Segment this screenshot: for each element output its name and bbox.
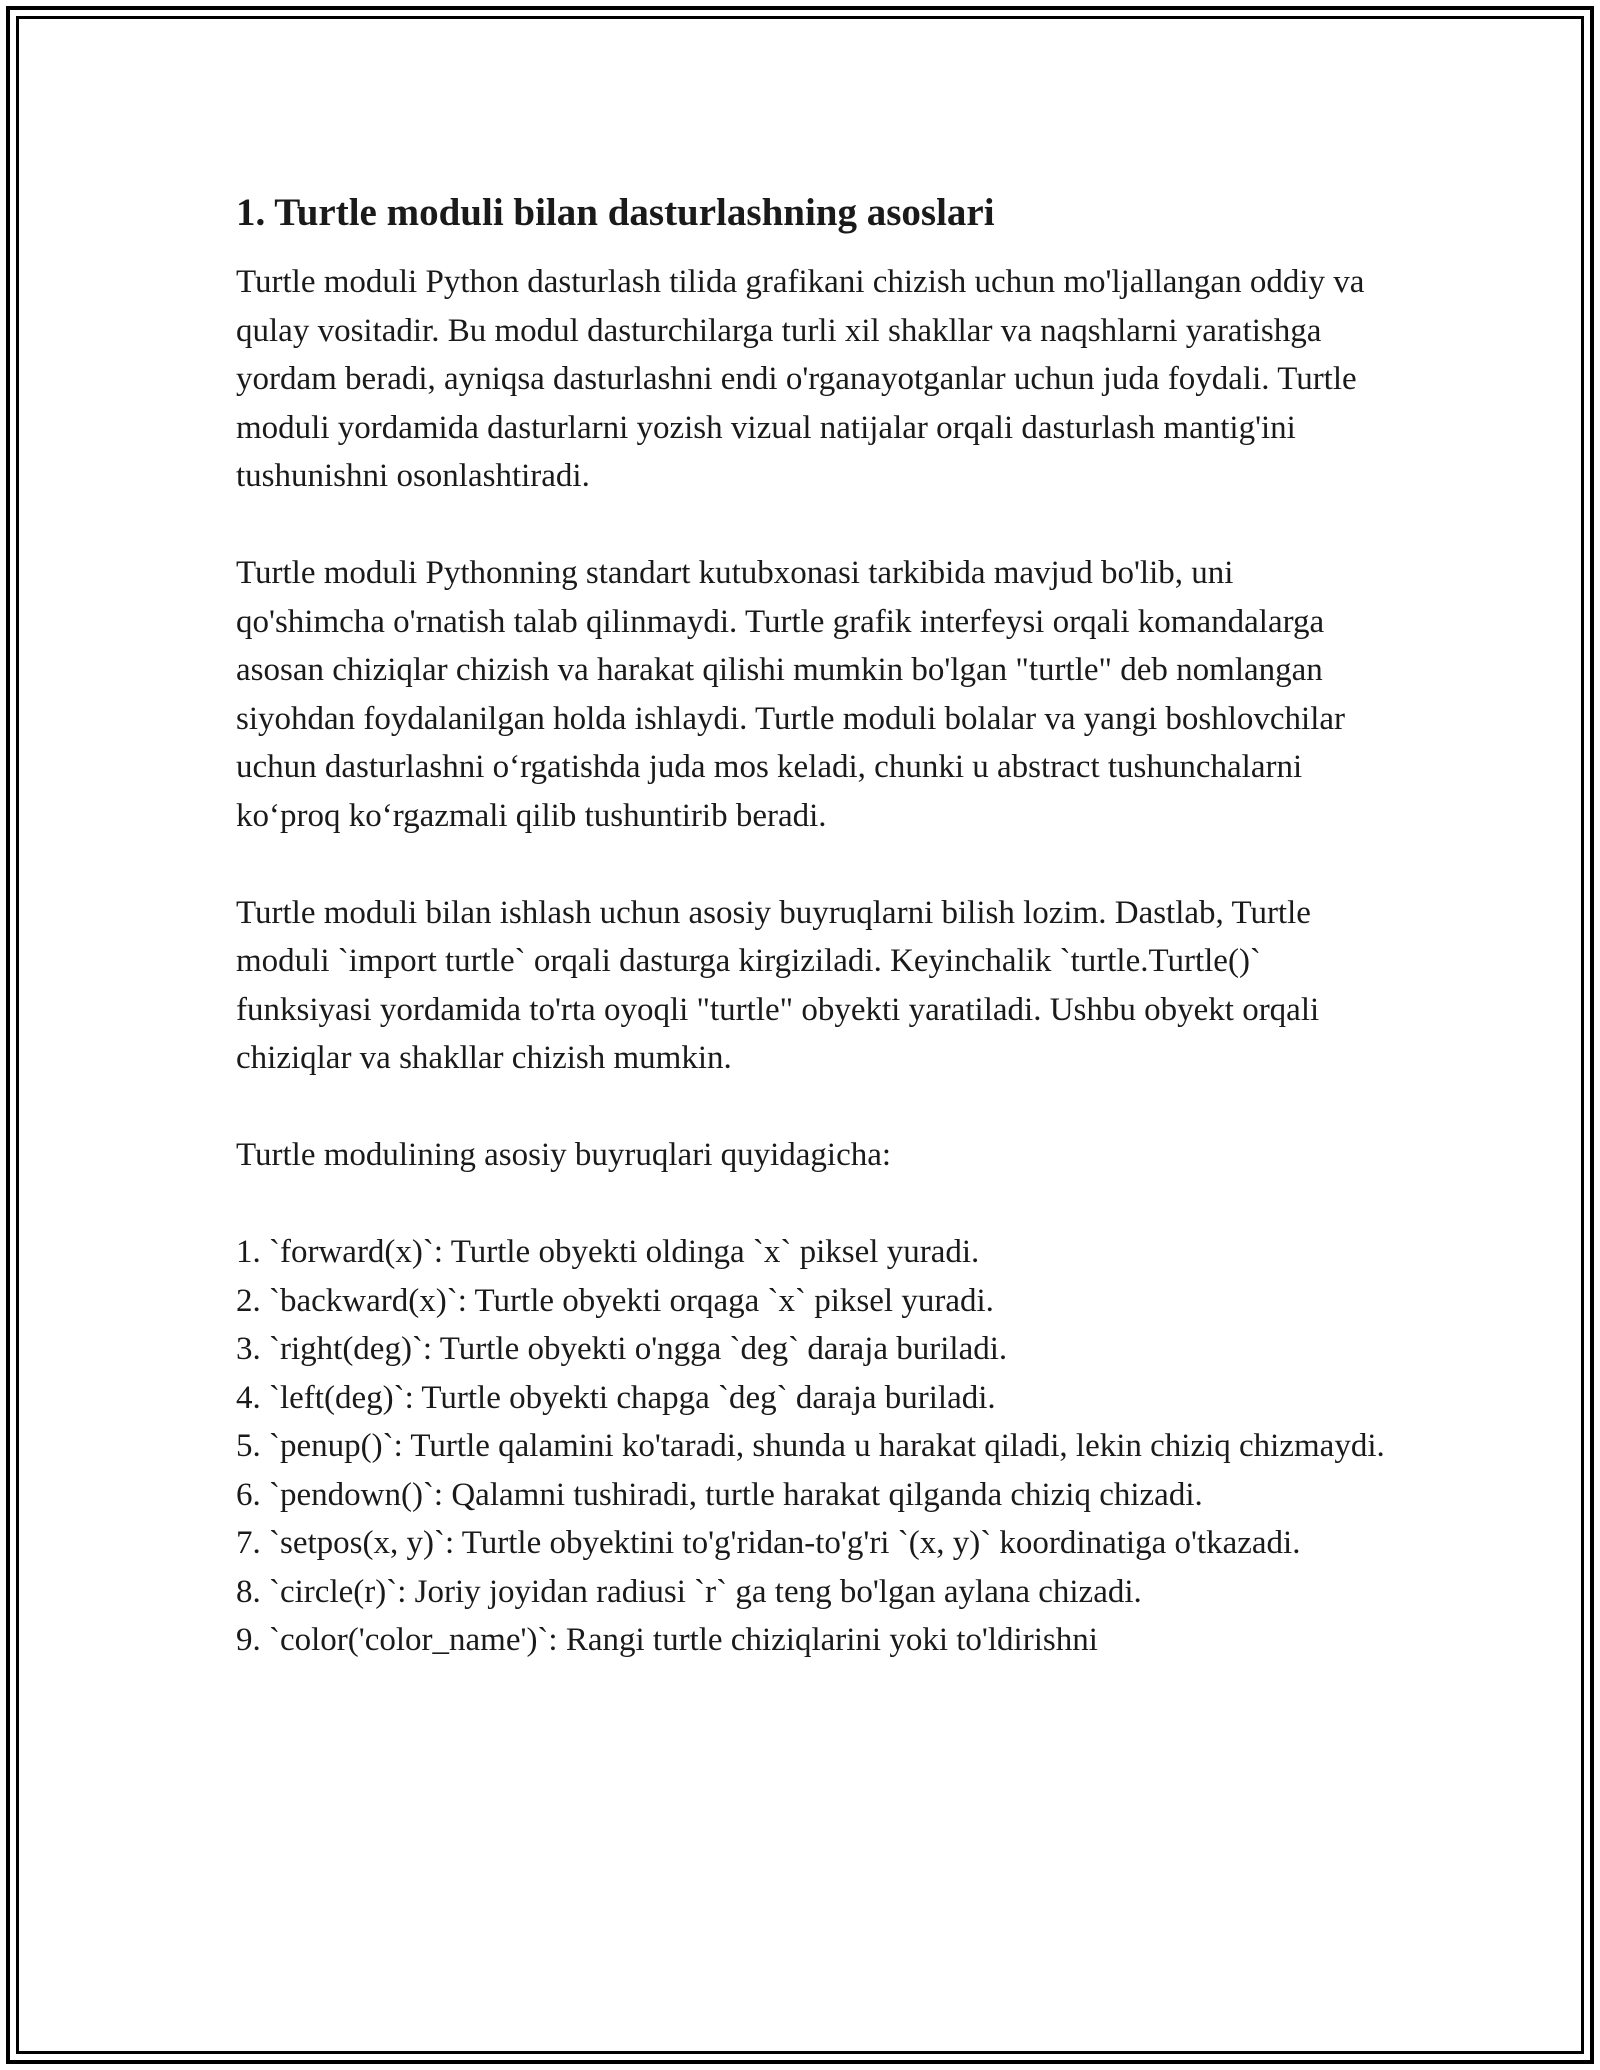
list-item-right: 3. `right(deg)`: Turtle obyekti o'ngga `deg` daraja buriladi.	[236, 1331, 1008, 1367]
list-item-circle: 8. `circle(r)`: Joriy joyidan radiusi `r` ga teng bo'lgan aylana chizadi.	[236, 1573, 1142, 1610]
commands-list	[236, 1228, 1386, 1665]
list-item-color: 9. `color('color_name')`: Rangi turtle chiziqlarini yoki to'ldirishni	[236, 1622, 1098, 1658]
list-item-penup: 5. `penup()`: Turtle qalamini ko'taradi, shunda u harakat qiladi, lekin chiziq chizmaydi.	[236, 1428, 1385, 1464]
paragraph-intro: Turtle moduli Python dasturlash tilida grafikani chizish uchun mo'ljallangan oddiy va qulay vositadir. Bu modul dasturchilarga turli xil shakllar va naqshlarni yaratishga yordam beradi, ayniqsa dasturlashni endi o'rganayotganlar uchun juda foydali. Turtle moduli yordamida dasturlarni yozish vizual natijalar orqali dasturlash mantig'ini tushunishni osonlashtiradi.	[236, 264, 1365, 494]
document-body	[236, 185, 1386, 1665]
list-item-backward: 2. `backward(x)`: Turtle obyekti orqaga `x` piksel yuradi.	[236, 1282, 994, 1319]
section-heading: 1. Turtle moduli bilan dasturlashning asoslari	[236, 191, 995, 234]
list-item-setpos: 7. `setpos(x, y)`: Turtle obyektini to'g'ridan-to'g'ri `(x, y)` koordinatiga o'tkazadi.	[236, 1525, 1301, 1561]
paragraph-basic-commands: Turtle moduli bilan ishlash uchun asosiy buyruqlarni bilish lozim. Dastlab, Turtle moduli `import turtle` orqali dasturga kirgiziladi. Keyinchalik `turtle.Turtle()` funksiyasi yordamida to'rta oyoqli "turtle" obyekti yaratiladi. Ushbu obyekt orqali chiziqlar va shakllar chizish mumkin.	[236, 894, 1320, 1076]
list-item-forward: 1. `forward(x)`: Turtle obyekti oldinga `x` piksel yuradi.	[236, 1234, 980, 1270]
paragraph-standard-library: Turtle moduli Pythonning standart kutubxonasi tarkibida mavjud bo'lib, uni qo'shimcha o'rnatish talab qilinmaydi. Turtle grafik interfeysi orqali komandalarga asosan chiziqlar chizish va harakat qilishi mumkin bo'lgan "turtle" deb nomlangan siyohdan foydalanilgan holda ishlaydi. Turtle moduli bolalar va yangi boshlovchilar uchun dasturlashni o‘rgatishda juda mos keladi, chunki u abstract tushunchalarni ko‘proq ko‘rgazmali qilib tushuntirib beradi.	[236, 555, 1345, 834]
list-item-left: 4. `left(deg)`: Turtle obyekti chapga `deg` daraja buriladi.	[236, 1379, 996, 1416]
commands-list-intro: Turtle modulining asosiy buyruqlari quyidagicha:	[236, 1137, 892, 1173]
list-item-pendown: 6. `pendown()`: Qalamni tushiradi, turtle harakat qilganda chiziq chizadi.	[236, 1476, 1203, 1513]
